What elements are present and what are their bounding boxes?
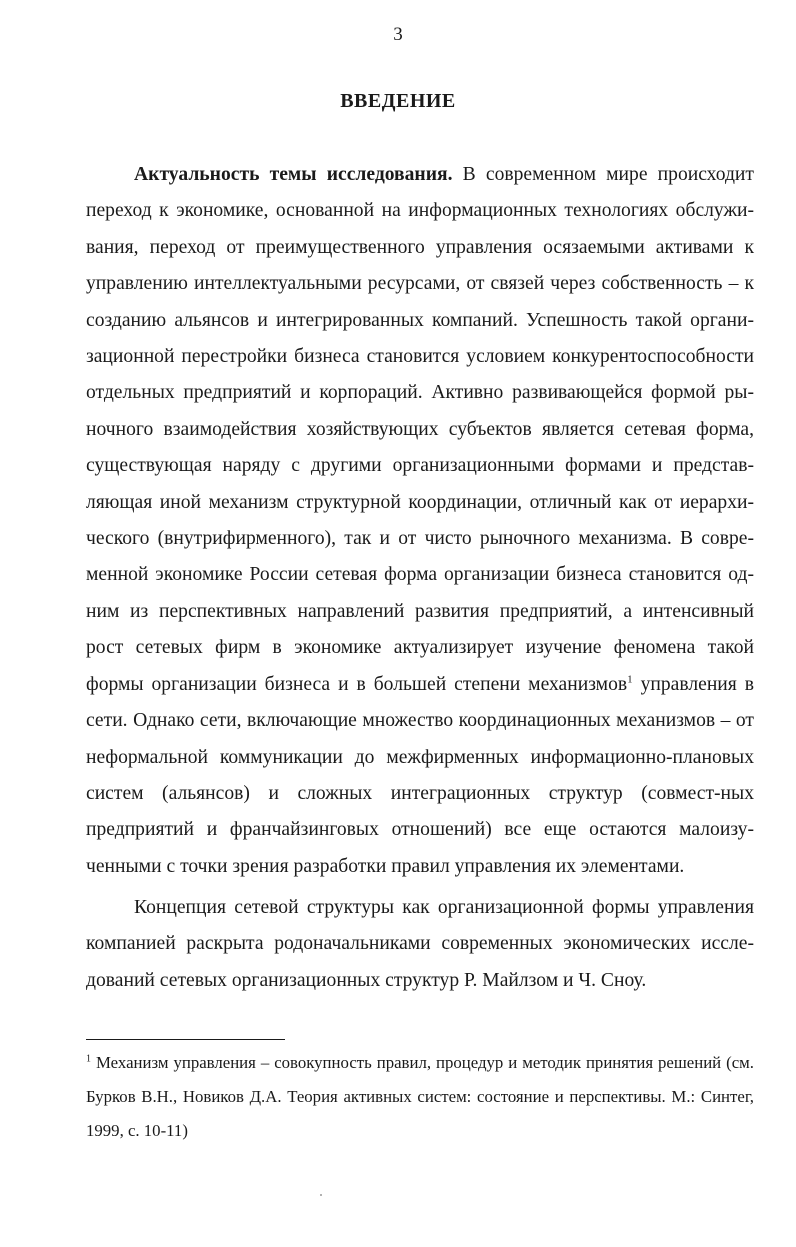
paragraph-text-part: управления в сети. Однако сети, включающие множество координационных механизмов – от неформальной коммуникации до межфирменных информационно-плановых систем (альянсов) и сложных интеграционных структур (совмест-ных предприятий и франчайзинговых отношений) все еще остаются малоизу-ченными с точки зрения разработки правил управления их элементами.: [86, 673, 755, 877]
footnote-divider: [86, 1039, 285, 1040]
scan-speck: [320, 1194, 322, 1196]
section-heading: ВВЕДЕНИЕ: [340, 90, 456, 112]
footnote: [86, 1046, 754, 1148]
page-number: 3: [393, 24, 403, 45]
paragraph-text: [86, 157, 754, 885]
footnote-marker: 1: [86, 1053, 91, 1065]
paragraph-concept: [86, 890, 754, 999]
paragraph-text: Концепция сетевой структуры как организационной формы управления компанией раскрыта родоначальниками современных экономических иссле-дований сетевых организационных структур Р. Майлзом и Ч. Сноу.: [86, 897, 754, 991]
footnote-reference[interactable]: 1: [627, 673, 633, 686]
paragraph-lead: Актуальность темы исследования.: [134, 164, 453, 185]
footnote-text: Механизм управления – совокупность правил, процедур и методик принятия решений (см. Бурков В.Н., Новиков Д.А. Теория активных систем: состояние и перспективы. М.: Синтег, 1999, с. 10-11): [86, 1053, 754, 1140]
paragraph-text-part: В современном мире происходит переход к экономике, основанной на информационных технологиях обслужи-вания, переход от преимущественного управления осязаемыми активами к управлению интеллектуальными ресурсами, от связей через собственность – к созданию альянсов и интегрированных компаний. Успешность такой органи-зационной перестройки бизнеса становится условием конкурентоспособности отдельных предприятий и корпораций. Активно развивающейся формой ры-ночного взаимодействия хозяйствующих субъектов является сетевая форма, существующая наряду с другими организационными формами и представ-ляющая иной механизм структурной координации, отличный как от иерархи-ческого (внутрифирменного), так и от чисто рыночного механизма. В совре-менной экономике России сетевая форма организации бизнеса становится од-ним из перспективных направлений развития предприятий, а интенсивный рост сетевых фирм в экономике актуализирует изучение феномена такой формы организации бизнеса и в большей степени механизмов: [86, 164, 754, 695]
paragraph-actuality: [86, 157, 754, 885]
